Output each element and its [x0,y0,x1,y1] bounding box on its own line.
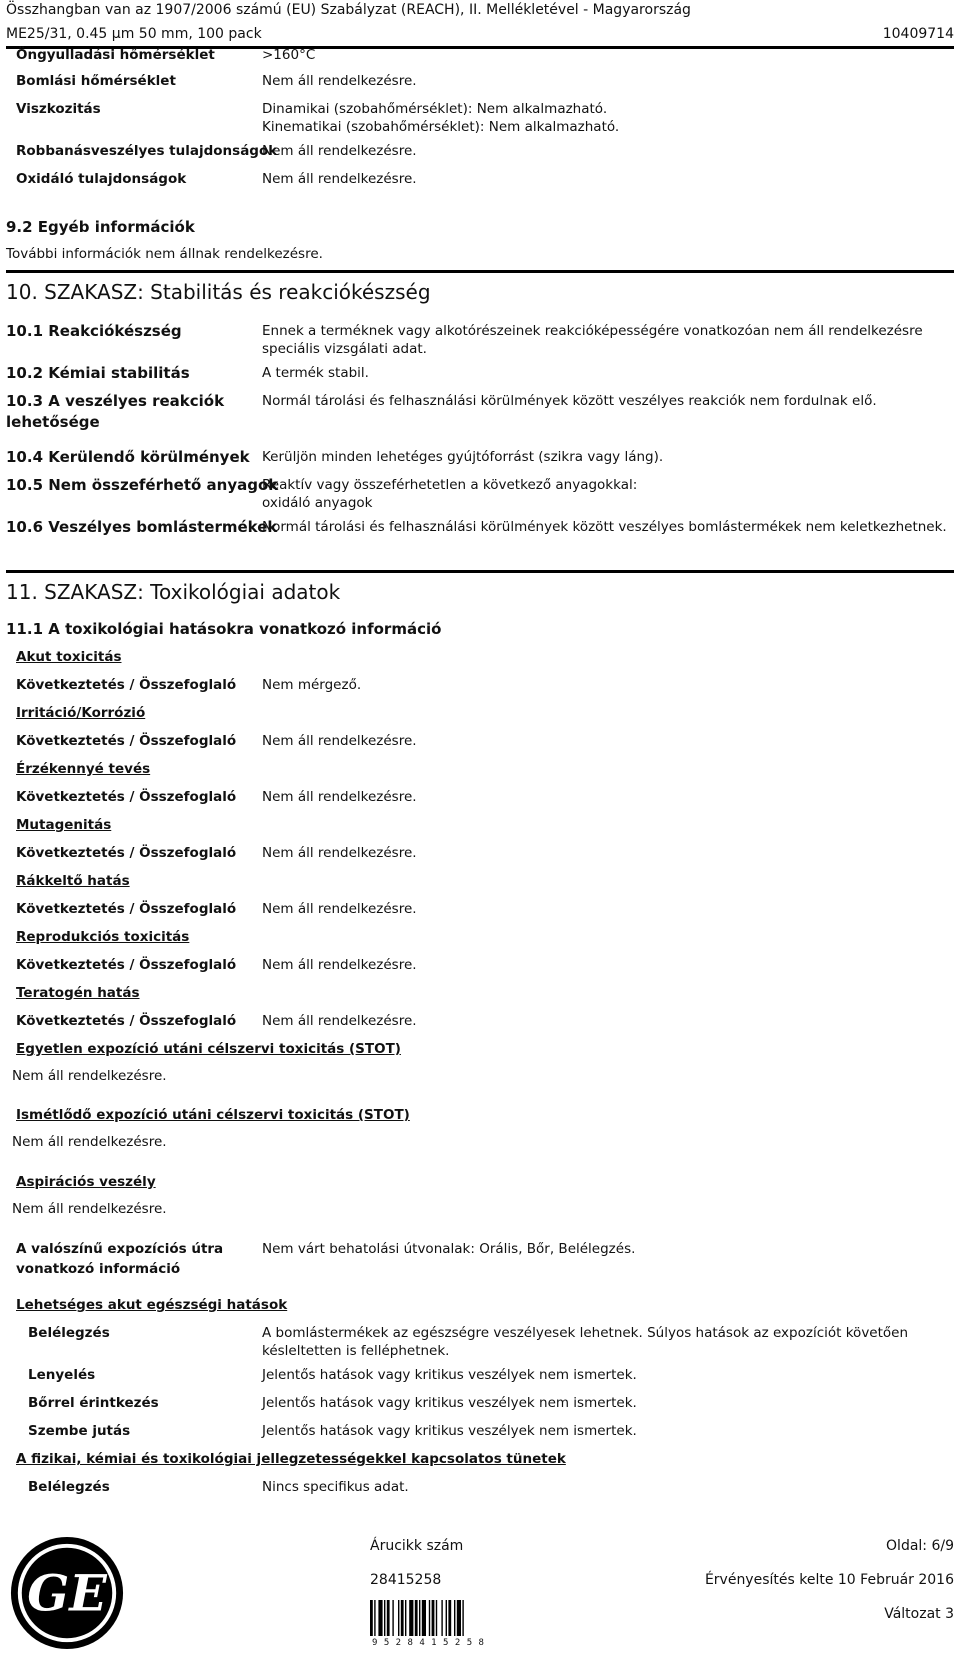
stot-single-heading: Egyetlen expozíció utáni célszervi toxicitás (STOT) [16,1041,401,1057]
tox-conclusion-label: Következtetés / Összefoglaló [16,789,237,805]
barcode-bar [436,1600,437,1636]
acute-effects-heading: Lehetséges akut egészségi hatások [16,1297,288,1313]
s10-label: 10.4 Kerülendő körülmények [6,448,250,466]
tox-value: Nem áll rendelkezésre. [12,1068,167,1084]
prop-label: Bomlási hőmérséklet [16,73,176,89]
effect-label: Lenyelés [28,1367,96,1383]
prop-value: Kinematikai (szobahőmérséklet): Nem alkalmazható. [262,119,620,135]
prop-value: Nem áll rendelkezésre. [262,171,417,187]
validation-date: Érvényesítés kelte 10 Február 2016 [704,1572,954,1588]
section-divider [6,570,954,573]
barcode-bar [432,1600,435,1636]
effect-value: A bomlástermékek az egészségre veszélyesek lehetnek. Súlyos hatások az expozíciót követően [262,1325,909,1341]
section-divider [6,270,954,273]
s10-label: 10.1 Reakciókészség [6,322,182,340]
s10-label: 10.2 Kémiai stabilitás [6,364,190,382]
barcode-bar [441,1600,442,1636]
version: Változat 3 [884,1606,954,1622]
s10-value: Reaktív vagy összeférhetetlen a következő anyagokkal: [262,477,638,493]
barcode-bar [448,1600,451,1636]
tox-value: Nem áll rendelkezésre. [262,957,417,973]
barcode-bar [387,1600,390,1636]
barcode-digits: 9 5 2 8 4 1 5 2 5 8 [372,1638,485,1648]
s10-label: 10.5 Nem összeférhető anyagok [6,476,279,494]
s10-label: 10.3 A veszélyes reakciók [6,392,225,410]
prop-label: Öngyulladási hőmérséklet [16,47,215,63]
section-10-title: 10. SZAKASZ: Stabilitás és reakciókészség [6,280,431,304]
section-9-2-text: További információk nem állnak rendelkezésre. [6,246,323,262]
tox-conclusion-label: Következtetés / Összefoglaló [16,677,237,693]
tox-value: Nem áll rendelkezésre. [262,1013,417,1029]
barcode-bar [409,1600,413,1636]
ge-logo-icon [8,1534,126,1652]
prop-value: Nem áll rendelkezésre. [262,73,417,89]
document-title: Összhangban van az 1907/2006 számú (EU) Szabályzat (REACH), II. Mellékletével - Magyarország [6,2,691,18]
product-name: ME25/31, 0.45 µm 50 mm, 100 pack [6,26,262,42]
s10-value: Normál tárolási és felhasználási körülmények között veszélyes reakciók nem fordulnak elő. [262,393,877,409]
effect-value: Jelentős hatások vagy kritikus veszélyek nem ismertek. [262,1423,637,1439]
barcode-bar [401,1600,404,1636]
barcode-bar [398,1600,399,1636]
barcode-bar [392,1600,393,1636]
barcode-bar [462,1600,463,1636]
s10-value: Kerüljön minden lehetéges gyújtóforrást (szikra vagy láng). [262,449,664,465]
tox-heading: Teratogén hatás [16,985,140,1001]
article-number: 28415258 [370,1572,442,1588]
stot-repeated-heading: Ismétlődő expozíció utáni célszervi toxicitás (STOT) [16,1107,410,1123]
s10-label: 10.6 Veszélyes bomlástermékek [6,518,278,536]
tox-conclusion-label: Következtetés / Összefoglaló [16,901,237,917]
tox-heading: Érzékennyé tevés [16,761,151,777]
effect-value: késleltetten is felléphetnek. [262,1343,450,1359]
prop-label: Robbanásveszélyes tulajdonságok [16,143,278,159]
effect-value: Jelentős hatások vagy kritikus veszélyek nem ismertek. [262,1367,637,1383]
barcode-bar [405,1600,406,1636]
s10-value: oxidáló anyagok [262,495,373,511]
route-value: Nem várt behatolási útvonalak: Orális, Bőr, Belélegzés. [262,1241,636,1257]
section-11-1-title: 11.1 A toxikológiai hatásokra vonatkozó információ [6,620,442,638]
product-code: 10409714 [882,26,954,42]
aspiration-heading: Aspirációs veszély [16,1174,156,1190]
tox-value: Nem áll rendelkezésre. [262,901,417,917]
article-number-label: Árucikk szám [370,1538,464,1554]
prop-label: Oxidáló tulajdonságok [16,171,187,187]
tox-heading: Akut toxicitás [16,649,122,665]
tox-conclusion-label: Következtetés / Összefoglaló [16,733,237,749]
section-11-title: 11. SZAKASZ: Toxikológiai adatok [6,580,341,604]
prop-value: Nem áll rendelkezésre. [262,143,417,159]
barcode-bar [422,1600,426,1636]
section-9-2-title: 9.2 Egyéb információk [6,218,195,236]
effect-label: Szembe jutás [28,1423,131,1439]
prop-label: Viszkozitás [16,101,101,117]
effect-label: Bőrrel érintkezés [28,1395,159,1411]
route-label: A valószínű expozíciós útra [16,1241,224,1257]
tox-value: Nem mérgező. [262,677,362,693]
tox-value: Nem áll rendelkezésre. [12,1134,167,1150]
logo-text: GE [27,1564,107,1623]
barcode-bar [454,1600,455,1636]
tox-value: Nem áll rendelkezésre. [12,1201,167,1217]
barcode-bar [419,1600,420,1636]
s10-label: lehetősége [6,413,100,431]
s10-value: Ennek a terméknek vagy alkotórészeinek reakcióképességére vonatkozóan nem áll rendelkezésre [262,323,923,339]
tox-conclusion-label: Következtetés / Összefoglaló [16,845,237,861]
effect-label: Belélegzés [28,1325,110,1341]
tox-heading: Reprodukciós toxicitás [16,929,190,945]
tox-conclusion-label: Következtetés / Összefoglaló [16,1013,237,1029]
s10-value: Normál tárolási és felhasználási körülmények között veszélyes bomlástermékek nem keletkezhetnek. [262,519,947,535]
effect-value: Jelentős hatások vagy kritikus veszélyek nem ismertek. [262,1395,637,1411]
tox-heading: Mutagenitás [16,817,112,833]
barcode-bar [429,1600,430,1636]
prop-value: Dinamikai (szobahőmérséklet): Nem alkalmazható. [262,101,608,117]
tox-conclusion-label: Következtetés / Összefoglaló [16,957,237,973]
barcode-bar [384,1600,385,1636]
tox-value: Nem áll rendelkezésre. [262,845,417,861]
effect-value: Nincs specifikus adat. [262,1479,409,1495]
effect-label: Belélegzés [28,1479,110,1495]
prop-value: >160°C [262,47,316,63]
route-label: vonatkozó információ [16,1261,181,1277]
page-number: Oldal: 6/9 [886,1538,954,1554]
barcode-icon [370,1600,498,1636]
barcode-bar [446,1600,447,1636]
symptoms-heading: A fizikai, kémiai és toxikológiai jellegzetességekkel kapcsolatos tünetek [16,1451,566,1467]
s10-value: speciális vizsgálati adat. [262,341,427,357]
tox-heading: Rákkeltő hatás [16,873,130,889]
tox-value: Nem áll rendelkezésre. [262,789,417,805]
barcode-bar [370,1600,373,1636]
tox-heading: Irritáció/Korrózió [16,705,146,721]
barcode-bar [374,1600,375,1636]
barcode-bar [457,1600,461,1636]
barcode-bar [378,1600,382,1636]
tox-value: Nem áll rendelkezésre. [262,733,417,749]
barcode-bar [415,1600,418,1636]
s10-value: A termék stabil. [262,365,369,381]
